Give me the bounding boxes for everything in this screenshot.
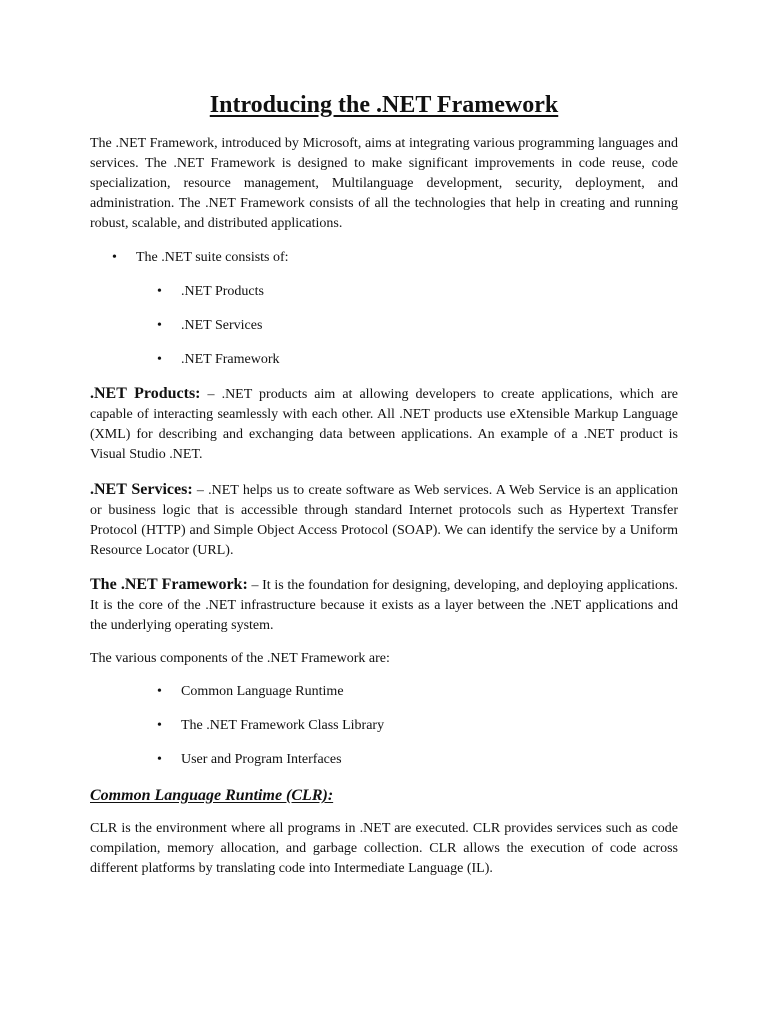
bullet-icon: • [157,718,162,733]
bullet-icon: • [157,284,162,299]
suite-lead-text: The .NET suite consists of: [136,250,289,265]
component-item [157,682,344,702]
suite-item [157,282,264,302]
suite-item-text: .NET Products [181,284,264,299]
framework-text: – It is the foundation for designing, developing, and deploying applications. It is the core of the .NET infrastructure because it exists as a layer between the .NET applications and the underlying operating system. [90,578,679,633]
component-item [157,716,385,736]
suite-item [157,316,263,336]
clr-paragraph: CLR is the environment where all programs in .NET are executed. CLR provides services such as code compilation, memory allocation, and garbage collection. CLR allows the execution of code across different platforms by translating code into Intermediate Language (IL). [90,821,678,876]
bullet-icon: • [157,752,162,767]
bullet-icon: • [157,352,162,367]
products-text: – .NET products aim at allowing developers to create applications, which are capable of interacting seamlessly with each other. All .NET products use eXtensible Markup Language (XML) for describing and exchanging data between applications. An example of a .NET product is Visual Studio .NET. [90,387,679,462]
components-lead: The various components of the .NET Framework are: [90,651,390,666]
bullet-icon: • [157,318,162,333]
products-paragraph [90,384,678,465]
suite-item-text: .NET Services [181,318,263,333]
suite-item-text: .NET Framework [181,352,280,367]
framework-term: The .NET Framework: [90,576,248,593]
framework-paragraph [90,575,678,636]
suite-lead-bullet [112,248,289,268]
products-term: .NET Products: [90,385,201,402]
services-text: – .NET helps us to create software as Web services. A Web Service is an application or business logic that is accessible through standard Internet protocols such as Hypertext Transfer Protocol (HTTP) and Simple Object Access Protocol (SOAP). We can identify the service by a Uniform Resource Locator (URL). [90,483,678,558]
clr-heading: Common Language Runtime (CLR): [90,787,334,804]
component-item [157,750,342,770]
services-paragraph [90,480,678,561]
bullet-icon: • [112,250,117,265]
bullet-icon: • [157,684,162,699]
component-item-text: The .NET Framework Class Library [181,718,385,733]
page-title: Introducing the .NET Framework [209,92,559,118]
services-term: .NET Services: [90,481,193,498]
intro-paragraph: The .NET Framework, introduced by Microsoft, aims at integrating various programming languages and services. The .NET Framework is designed to make significant improvements in code reuse, code specialization, resource management, Multilanguage development, security, deployment, and administration. The .NET Framework consists of all the technologies that help in creating and running robust, scalable, and distributed applications. [90,136,678,231]
component-item-text: Common Language Runtime [181,684,344,699]
suite-item [157,350,280,370]
component-item-text: User and Program Interfaces [181,752,342,767]
